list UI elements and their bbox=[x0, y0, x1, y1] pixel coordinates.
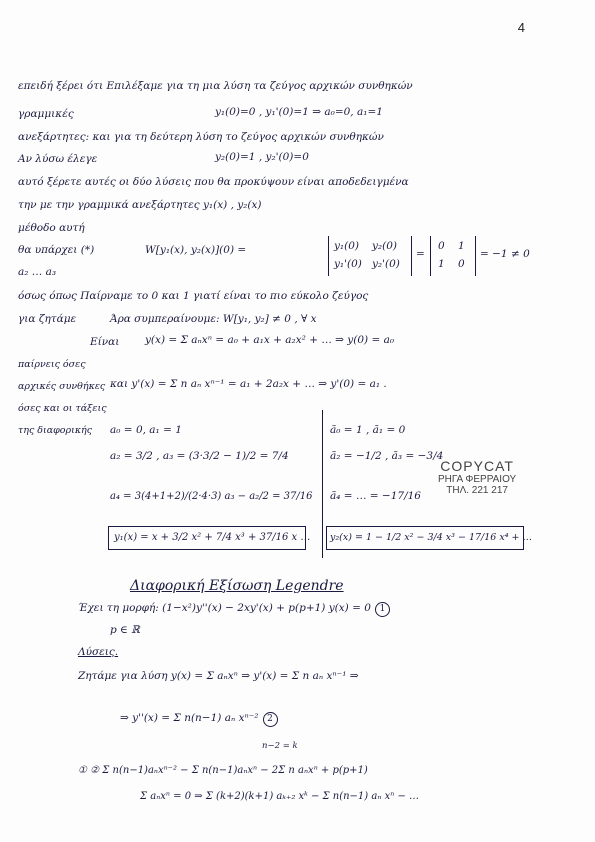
equation: y₂(0)=1 , y₂'(0)=0 bbox=[215, 151, 309, 163]
text-line: p ∈ ℝ bbox=[110, 624, 140, 636]
solution-y2: y₂(x) = 1 − 1/2 x² − 3/4 x³ − 17/16 x⁴ + … bbox=[330, 532, 533, 543]
equals-sign: = bbox=[416, 248, 425, 260]
matrix-cell: 0 bbox=[438, 240, 445, 252]
text-line: μέθοδο αυτή bbox=[18, 222, 85, 234]
coefficient-line: a₀ = 0, a₁ = 1 bbox=[110, 424, 182, 436]
coefficient-line: a₄ = 3(4+1+2)/(2·4·3) a₃ − a₂/2 = 37/16 bbox=[110, 491, 313, 502]
equation: και y'(x) = Σ n aₙ xⁿ⁻¹ = a₁ + 2a₂x + … ⇒ y'(0) = a₁ . bbox=[110, 378, 387, 390]
text-line: όσες και οι τάξεις bbox=[18, 403, 107, 414]
text-line: γραμμικές bbox=[18, 108, 74, 120]
matrix-cell: y₁(0) bbox=[334, 240, 360, 252]
equation: = −1 ≠ 0 bbox=[480, 248, 530, 260]
equation: Έχει τη μορφή: (1−x²)y''(x) − 2xy'(x) + p(p+1) y(x) = 0 1 bbox=[78, 602, 390, 617]
text-line: επειδή ξέρει ότι Επιλέξαμε για τη μια λύση τα ζεύγος αρχικών συνθηκών bbox=[18, 80, 413, 92]
equation: W[y₁(x), y₂(x)](0) = bbox=[145, 244, 247, 256]
equation: y(x) = Σ aₙxⁿ = a₀ + a₁x + a₂x² + … ⇒ y(0) = a₀ bbox=[145, 334, 395, 346]
text-line: της διαφορικής bbox=[18, 425, 93, 436]
coefficient-line: ã₂ = −1/2 , ã₃ = −3/4 bbox=[330, 450, 444, 462]
matrix-cell: y₂'(0) bbox=[372, 258, 400, 270]
text-line: την με την γραμμικά ανεξάρτητες y₁(x) , y₂(x) bbox=[18, 199, 262, 211]
equation: y₁(0)=0 , y₁'(0)=1 ⇒ a₀=0, a₁=1 bbox=[215, 106, 383, 118]
text-line: Αν λύσω έλεγε bbox=[18, 153, 98, 165]
coefficient-line: ã₄ = … = −17/16 bbox=[330, 490, 421, 502]
matrix-cell: y₁'(0) bbox=[334, 258, 362, 270]
text-line: ανεξάρτητες: και για τη δεύτερη λύση το ζεύγος αρχικών συνθηκών bbox=[18, 131, 384, 143]
section-heading: Διαφορική Εξίσωση Legendre bbox=[130, 578, 344, 594]
solution-y1: y₁(x) = x + 3/2 x² + 7/4 x³ + 37/16 x … bbox=[114, 532, 311, 543]
text-line: για ζητάμε bbox=[18, 313, 77, 325]
text-line: όσως όπως Παίρναμε το 0 και 1 γιατί είναι το πιο εύκολο ζεύγος bbox=[18, 290, 369, 302]
matrix-cell: 1 bbox=[458, 240, 465, 252]
equation: ① ② Σ n(n−1)aₙxⁿ⁻² − Σ n(n−1)aₙxⁿ − 2Σ n aₙxⁿ + p(p+1) bbox=[78, 765, 368, 776]
equation: Σ aₙxⁿ = 0 ⇒ Σ (k+2)(k+1) aₖ₊₂ xᵏ − Σ n(n−1) aₙ xⁿ − … bbox=[140, 791, 419, 802]
text-line: παίρνεις όσες bbox=[18, 359, 86, 370]
coefficient-line: a₂ = 3/2 , a₃ = (3·3/2 − 1)/2 = 7/4 bbox=[110, 450, 289, 462]
equation: Άρα συμπεραίνουμε: W[y₁, y₂] ≠ 0 , ∀ x bbox=[110, 313, 317, 325]
annotation: n−2 = k bbox=[262, 741, 298, 751]
copycat-stamp: COPYCAT ΡΗΓΑ ΦΕΡΡΑΙΟΥ ΤΗΛ. 221 217 bbox=[438, 458, 517, 496]
text-line: Λύσεις. bbox=[78, 646, 119, 658]
matrix-cell: 0 bbox=[458, 258, 465, 270]
matrix-cell: y₂(0) bbox=[372, 240, 398, 252]
text-line: αρχικές συνθήκες bbox=[18, 381, 106, 392]
coefficient-line: ã₀ = 1 , ã₁ = 0 bbox=[330, 424, 406, 436]
text-line: θα υπάρχει (*) bbox=[18, 244, 95, 256]
equation: ⇒ y''(x) = Σ n(n−1) aₙ xⁿ⁻² 2 bbox=[120, 712, 278, 727]
matrix-cell: 1 bbox=[438, 258, 445, 270]
text-line: αυτό ξέρετε αυτές οι δύο λύσεις που θα προκύψουν είναι αποδεδειγμένα bbox=[18, 176, 409, 188]
page-number: 4 bbox=[517, 20, 525, 35]
numeric-determinant bbox=[430, 236, 476, 276]
column-divider bbox=[322, 410, 323, 558]
text-line: a₂ … a₃ bbox=[18, 266, 57, 278]
equation: Ζητάμε για λύση y(x) = Σ aₙxⁿ ⇒ y'(x) = Σ n aₙ xⁿ⁻¹ ⇒ bbox=[78, 670, 359, 682]
text-line: Είναι bbox=[90, 336, 120, 348]
